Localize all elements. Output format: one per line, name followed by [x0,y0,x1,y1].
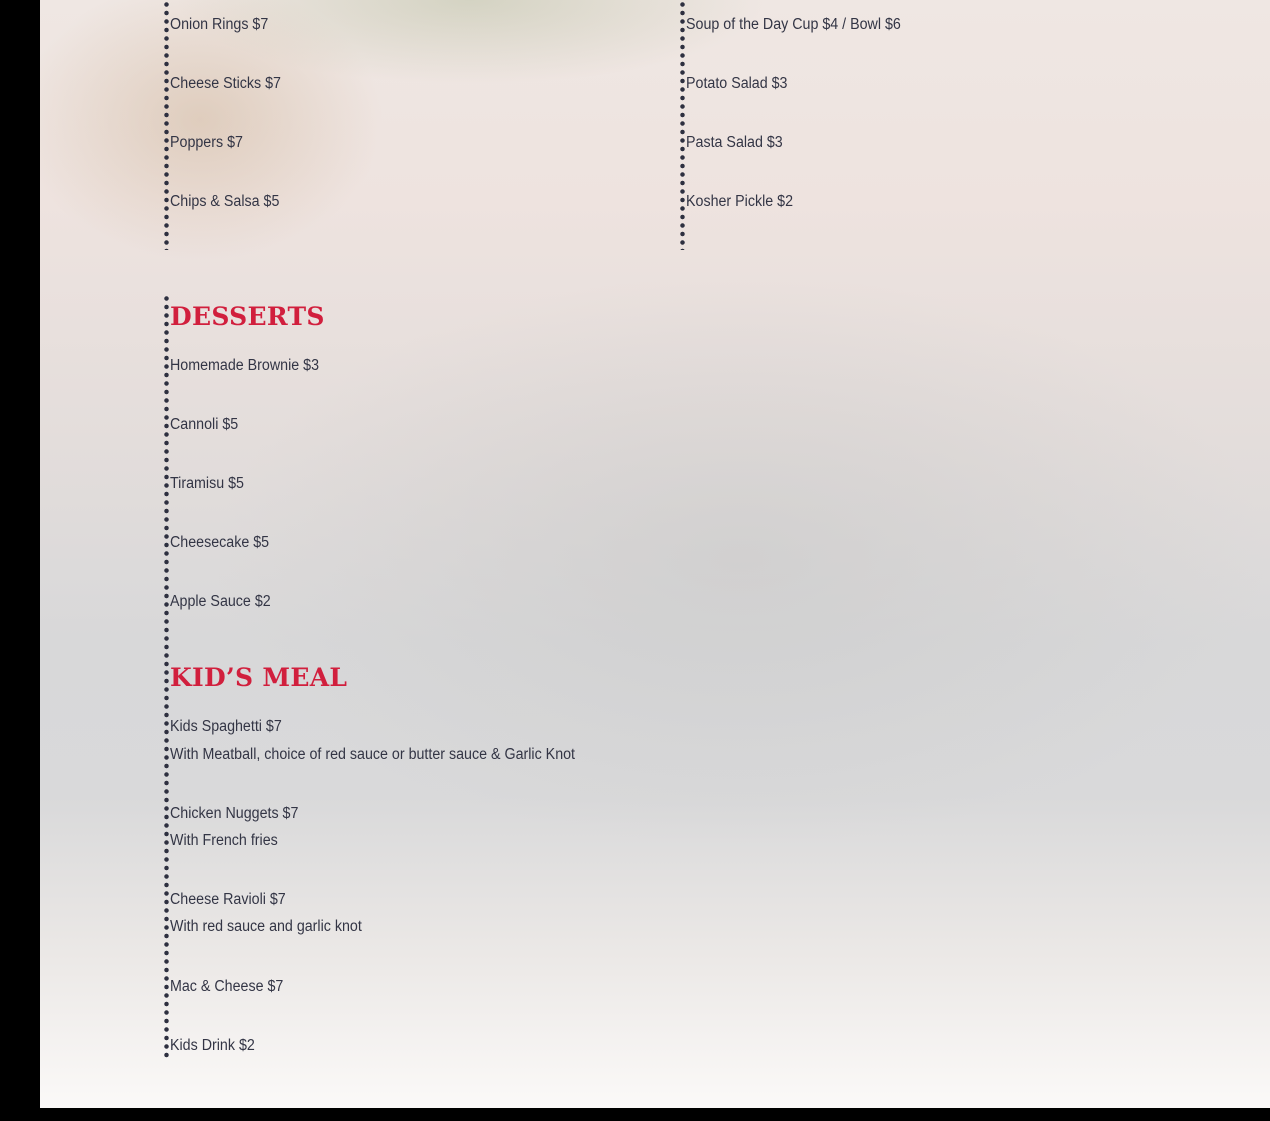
menu-item: Chips & Salsa $5 [170,193,280,210]
menu-item-description: With red sauce and garlic knot [170,918,362,935]
menu-page [40,0,1270,1108]
menu-item: Onion Rings $7 [170,16,269,33]
dotted-divider [164,2,169,250]
menu-item: Chicken Nuggets $7 [170,805,299,822]
menu-item: Potato Salad $3 [686,75,788,92]
menu-item: Mac & Cheese $7 [170,978,284,995]
menu-item: Cannoli $5 [170,416,239,433]
menu-item: Pasta Salad $3 [686,134,783,151]
menu-item: Soup of the Day Cup $4 / Bowl $6 [686,16,901,33]
menu-item: Cheese Sticks $7 [170,75,281,92]
menu-item-description: With French fries [170,832,278,849]
menu-item: Cheesecake $5 [170,534,270,551]
menu-item: Poppers $7 [170,134,243,151]
menu-item-description: With Meatball, choice of red sauce or butter sauce & Garlic Knot [170,746,576,763]
menu-item: Kids Spaghetti $7 [170,718,282,735]
menu-item: Tiramisu $5 [170,475,244,492]
menu-item: Homemade Brownie $3 [170,357,320,374]
kids-meal-heading: KID’S MEAL [170,663,348,692]
dotted-divider [164,296,169,1061]
dotted-divider [680,2,685,250]
desserts-heading: DESSERTS [170,302,325,331]
menu-item: Apple Sauce $2 [170,593,271,610]
menu-item: Kids Drink $2 [170,1037,255,1054]
menu-item: Kosher Pickle $2 [686,193,794,210]
menu-item: Cheese Ravioli $7 [170,891,286,908]
